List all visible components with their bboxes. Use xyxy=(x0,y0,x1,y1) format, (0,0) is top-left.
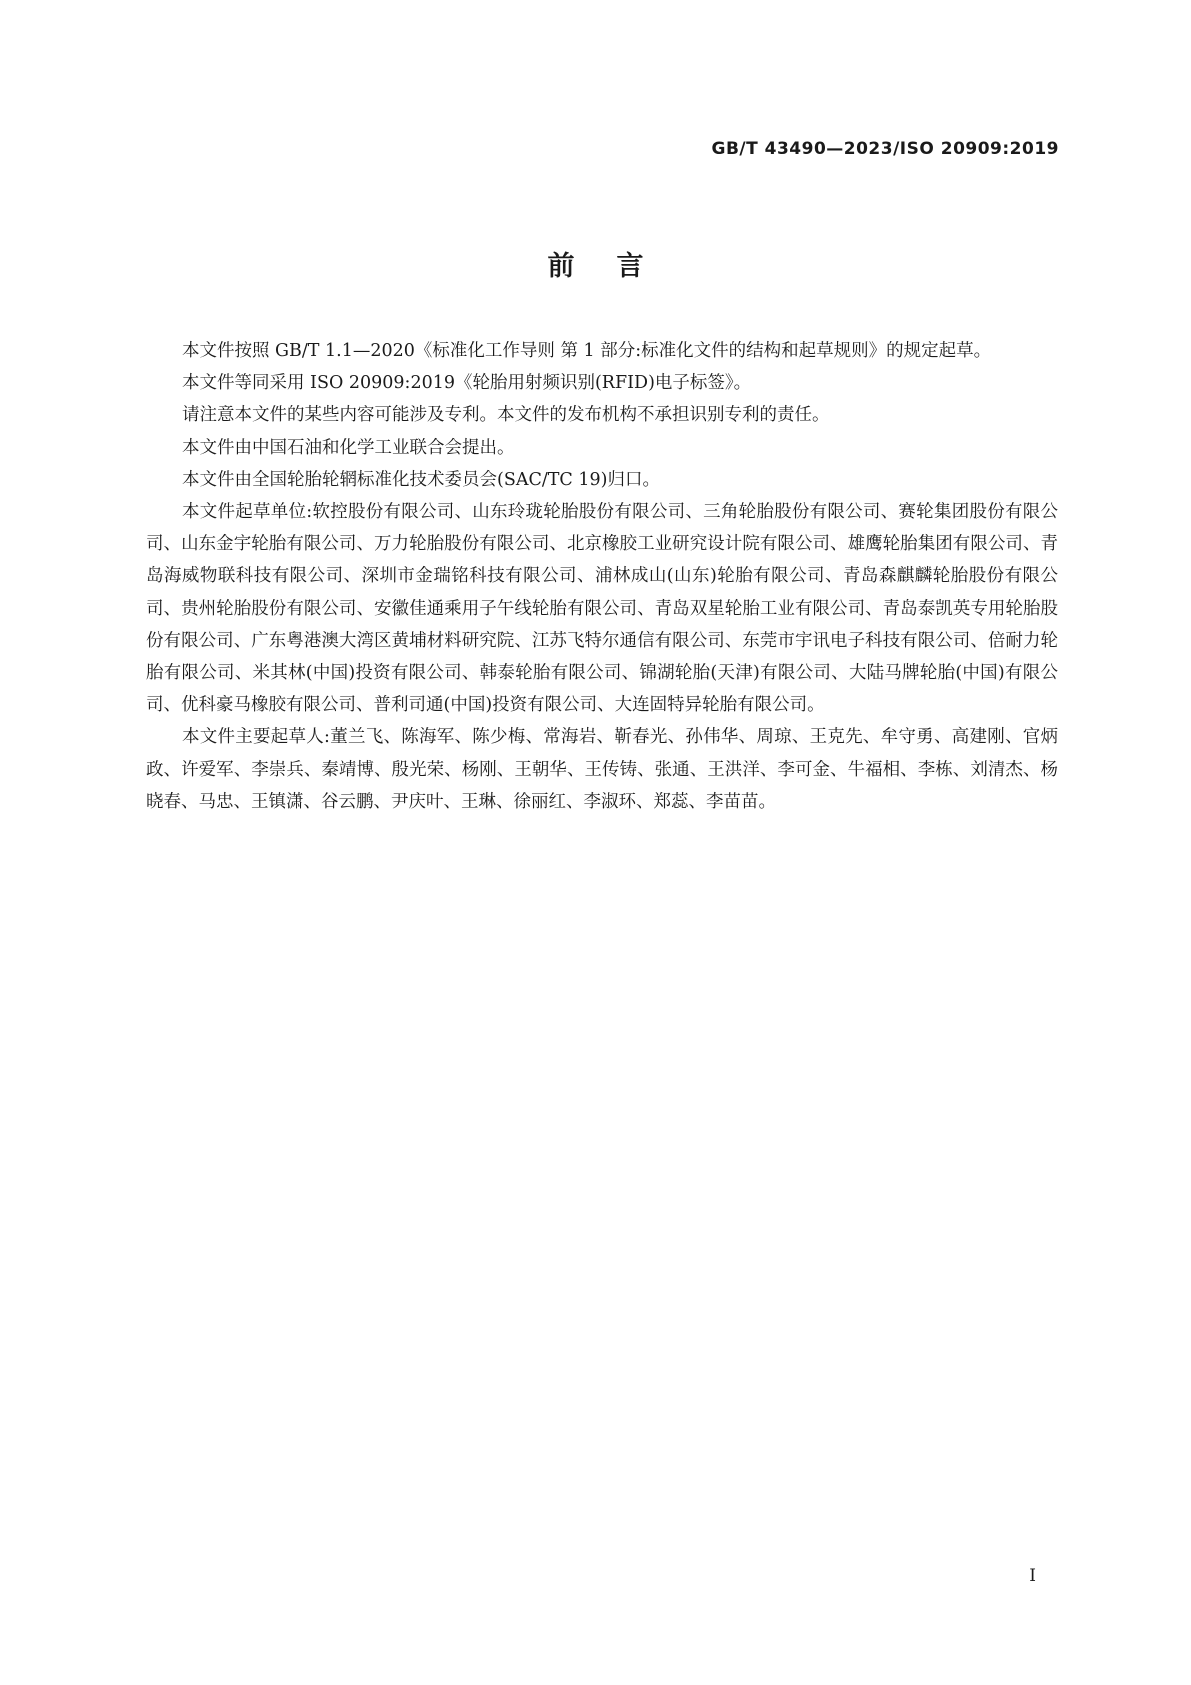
paragraph-committee: 本文件由全国轮胎轮辋标准化技术委员会(SAC/TC 19)归口。 xyxy=(182,469,660,490)
paragraph-drafting-units: 本文件起草单位:软控股份有限公司、山东玲珑轮胎股份有限公司、三角轮胎股份有限公司、赛轮集团股份有限公司、山东金宇轮胎有限公司、万力轮胎股份有限公司、北京橡胶工业研究设计院有限公司、雄鹰轮胎集团有限公司、青岛海威物联科技有限公司、深圳市金瑞铭科技有限公司、浦林成山(山东)轮胎有限公司、青岛森麒麟轮胎股份有限公司、贵州轮胎股份有限公司、安徽佳通乘用子午线轮胎有限公司、青岛双星轮胎工业有限公司、青岛泰凯英专用轮胎股份有限公司、广东粤港澳大湾区黄埔材料研究院、江苏飞特尔通信有限公司、东莞市宇讯电子科技有限公司、倍耐力轮胎有限公司、米其林(中国)投资有限公司、韩泰轮胎有限公司、锦湖轮胎(天津)有限公司、大陆马牌轮胎(中国)有限公司、优科豪马橡胶有限公司、普利司通(中国)投资有限公司、大连固特异轮胎有限公司。 xyxy=(146,502,1058,716)
page-number: I xyxy=(1029,1566,1036,1586)
page-title: 前言 xyxy=(547,251,686,282)
paragraph-drafters: 本文件主要起草人:董兰飞、陈海军、陈少梅、常海岩、靳春光、孙伟华、周琼、王克先、牟守勇、高建刚、官炳政、许爱军、李崇兵、秦靖博、殷光荣、杨刚、王朝华、王传铸、张通、王洪洋、李可金、牛福相、李栋、刘清杰、杨晓春、马忠、王镇潇、谷云鹏、尹庆叶、王琳、徐丽红、李淑环、郑蕊、李苗苗。 xyxy=(146,727,1058,812)
paragraph-adoption: 本文件等同采用 ISO 20909:2019《轮胎用射频识别(RFID)电子标签》。 xyxy=(182,373,752,394)
paragraph-drafting-rules: 本文件按照 GB/T 1.1—2020《标准化工作导则 第 1 部分:标准化文件的结构和起草规则》的规定起草。 xyxy=(182,341,992,361)
paragraph-patent-notice: 请注意本文件的某些内容可能涉及专利。本文件的发布机构不承担识别专利的责任。 xyxy=(182,405,830,426)
foreword-body xyxy=(146,335,1058,818)
standard-code: GB/T 43490—2023/ISO 20909:2019 xyxy=(711,139,1059,159)
paragraph-proposer: 本文件由中国石油和化学工业联合会提出。 xyxy=(182,437,515,458)
